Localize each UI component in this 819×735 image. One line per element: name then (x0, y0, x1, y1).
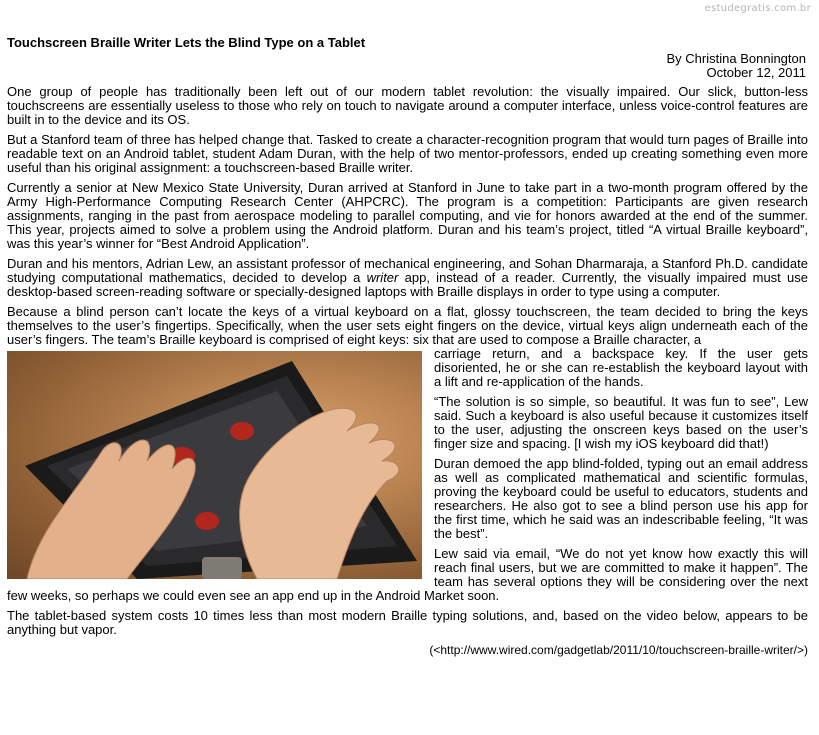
paragraph-1: One group of people has traditionally been left out of our modern tablet revolution: the visually impaired. Our slick, button-less touchscreens are essentially useless to those who rely on touch to navigate around a computer interface, unless voice-control features are built in to the device and its OS. (7, 84, 808, 127)
paragraph-4-italic: writer (366, 270, 399, 285)
article-body (7, 85, 808, 657)
paragraph-4 (7, 257, 808, 299)
byline (667, 52, 806, 80)
paragraph-6: “The solution is so simple, so beautiful. It was fun to see”, Lew said. Such a keyboard is also useful because it customizes itself to the user, adjusting the onscreen keys based on the user’s finger size and spacing. [I wish my iOS keyboard did that!) (434, 394, 808, 451)
article-title: Touchscreen Braille Writer Lets the Blind Type on a Tablet (7, 35, 366, 50)
paragraph-4-text-b: app, instead of a reader. Currently, the visually impaired must use desktop-based screen-reading software or specially-designed laptops with Braille displays in order to type using a computer. (7, 270, 809, 299)
paragraph-9: The tablet-based system costs 10 times less than most modern Braille typing solutions, and, based on the video below, appears to be anything but vapor. (7, 608, 808, 637)
paragraph-5-side: carriage return, and a backspace key. If the user gets disoriented, he or she can re-establish the keyboard layout with a lift and re-application of the hands. (434, 346, 808, 389)
watermark: estudegratis.com.br (704, 3, 811, 14)
paragraph-7: Duran demoed the app blind-folded, typing out an email address as well as complicated mathematical and scientific formulas, proving the keyboard could be useful to educators, students and researchers. He also got to see a blind person use his app for the first time, which he said was an indescribable feeling, “It was the best”. (434, 456, 808, 541)
tablet-photo (7, 351, 422, 579)
source-link[interactable]: (<http://www.wired.com/gadgetlab/2011/10/touchscreen-braille-writer/>) (429, 643, 808, 657)
paragraph-2: But a Stanford team of three has helped change that. Tasked to create a character-recognition program that would turn pages of Braille into readable text on an Android tablet, student Adam Duran, with the help of two mentor-professors, ended up creating something even more useful than his original assignment: a touchscreen-based Braille writer. (7, 132, 808, 175)
paragraph-3: Currently a senior at New Mexico State University, Duran arrived at Stanford in June to take part in a two-month program offered by the Army High-Performance Computing Research Center (AHPCRC). The program is a competition: Participants are given research assignments, ranging in the past from aerospace modeling to parallel computing, and vie for honors awarded at the end of the summer. This year, projects aimed to solve a problem using the Android platform. Duran and his team’s project, titled “A virtual Braille keyboard”, was this year’s winner for “Best Android Application”. (7, 180, 808, 251)
paragraph-4-text-a: Duran and his mentors, Adrian Lew, an assistant professor of mechanical engineering, and Sohan Dharmaraja, a Stanford Ph.D. candidate studying computational mathematics, decided to develop a (7, 256, 808, 285)
tablet-hands-illustration (7, 351, 422, 579)
author: By Christina Bonnington (666, 51, 806, 66)
paragraph-5-top: Because a blind person can’t locate the keys of a virtual keyboard on a flat, glossy touchscreen, the team decided to bring the keys themselves to the user’s fingertips. Specifically, when the user sets eight fingers on the device, virtual keys align underneath each of the user’s fingers. The team’s Braille keyboard is comprised of eight keys: six that are used to compose a Braille character, a (7, 304, 808, 347)
date: October 12, 2011 (706, 65, 806, 80)
paragraph-8: Lew said via email, “We do not yet know how exactly this will reach final users, but we are committed to make it happen”. The team has several options they will be considering over the next few weeks, so perhaps we could even see an app end up in the Android Market soon. (7, 546, 808, 603)
